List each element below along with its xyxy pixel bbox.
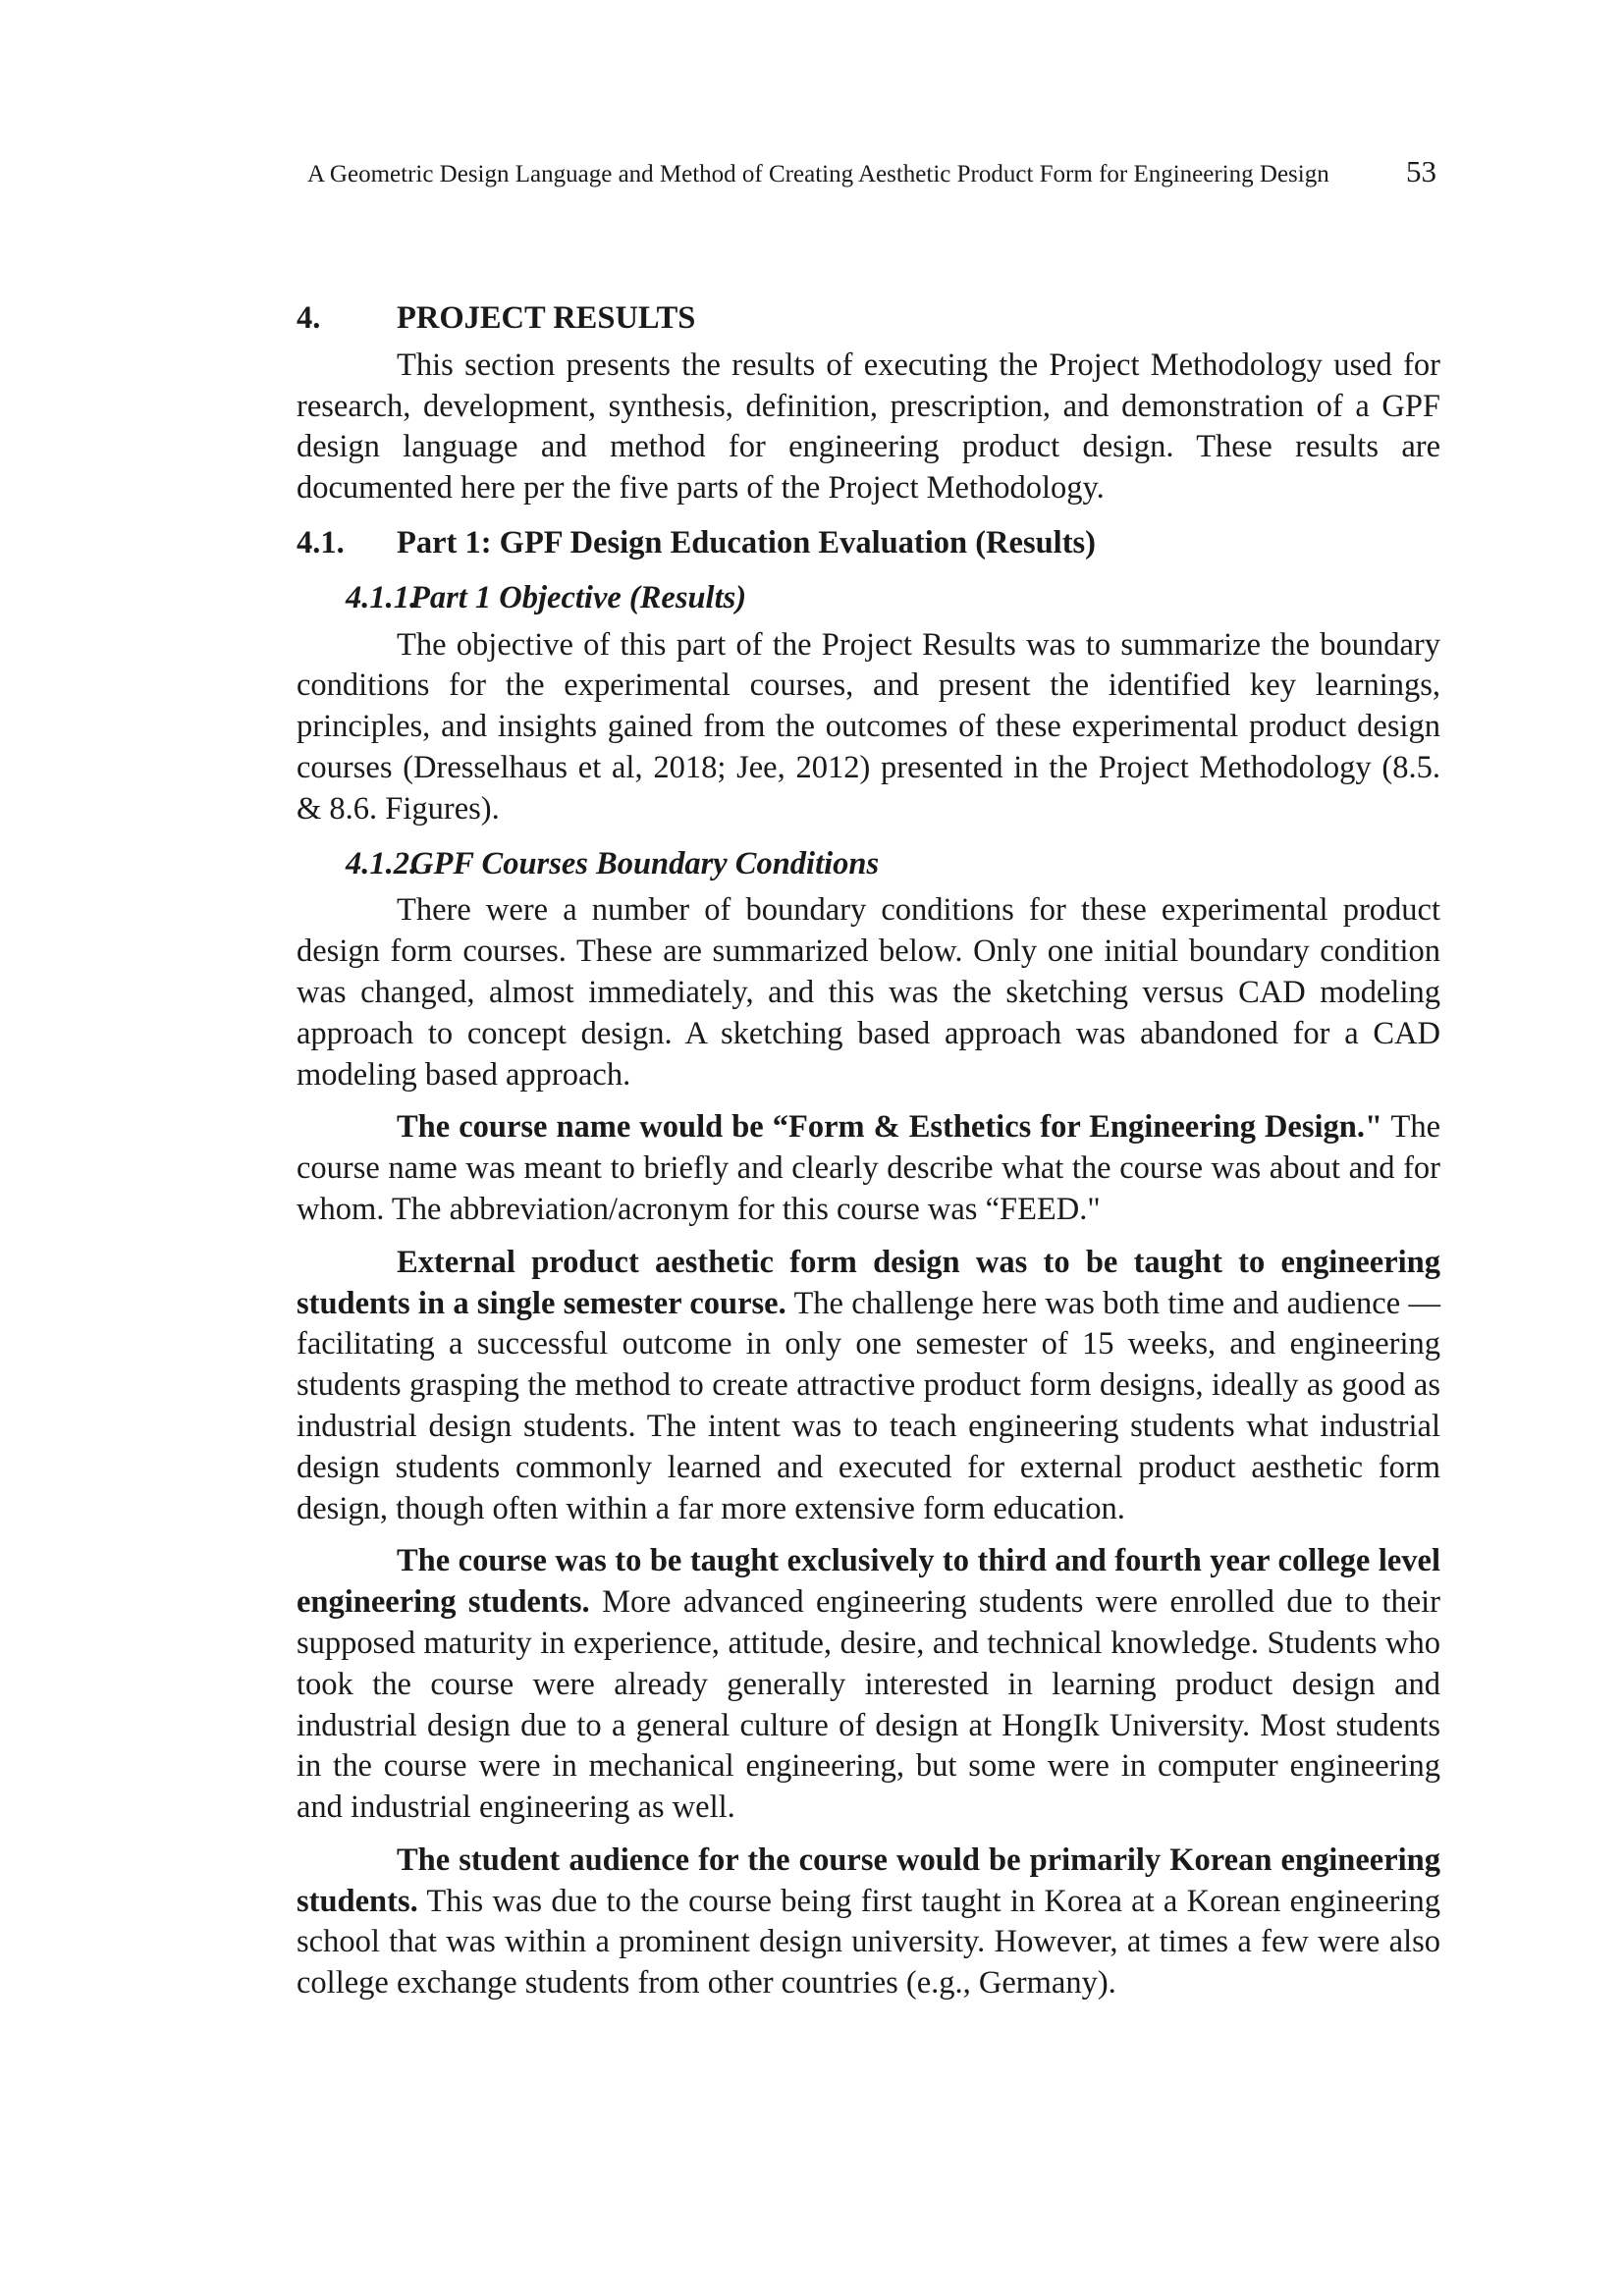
boundary-condition-lead: External product aesthetic form design was to be taught to engineering students in a single semester course. <box>297 1244 1440 1321</box>
objective-paragraph: The objective of this part of the Project Results was to summarize the boundary conditions for the experimental courses, and present the identified key learnings, principles, and insights gained from the outcomes of these experimental product design courses (Dresselhaus et al, 2018; Jee, 2012) presented in the Project Methodology (8.5. & 8.6. Figures). <box>297 626 1440 827</box>
boundary-condition-text: More advanced engineering students were enrolled due to their supposed maturity in experience, attitude, desire, and technical knowledge. Students who took the course were already generally interested in learning product design and industrial design due to a general culture of design at HongIk University. Most students in the course were in mechanical engineering, but some were in computer engineering and industrial engineering as well. <box>297 1584 1440 1826</box>
subsubsection-title: GPF Courses Boundary Conditions <box>410 845 880 881</box>
subsection-heading <box>297 523 1440 564</box>
boundary-condition-paragraph <box>297 1841 1440 2004</box>
boundary-intro-paragraph: There were a number of boundary conditions for these experimental product design form courses. These are summarized below. Only one initial boundary condition was changed, almost immediately, and this was the sketching versus CAD modeling approach to concept design. A sketching based approach was abandoned for a CAD modeling based approach. <box>297 892 1440 1093</box>
boundary-condition-lead: The course was to be taught exclusively to third and fourth year college level engineering students. <box>297 1543 1440 1621</box>
boundary-condition-text: The challenge here was both time and audience —facilitating a successful outcome in only one semester of 15 weeks, and engineering students grasping the method to create attractive product form designs, ideally as good as industrial design students. The intent was to teach engineering students what industrial design students commonly learned and executed for external product aesthetic form design, though often within a far more extensive form education. <box>297 1285 1440 1526</box>
boundary-condition-lead: The student audience for the course would be primarily Korean engineering students. <box>297 1842 1440 1919</box>
section-intro-paragraph: This section presents the results of executing the Project Methodology used for research, development, synthesis, definition, prescription, and demonstration of a GPF design language and method for engineering product design. These results are documented here per the five parts of the Project Methodology. <box>297 347 1440 507</box>
section-heading <box>297 298 1440 340</box>
boundary-condition-paragraph <box>297 1243 1440 1530</box>
subsection-title: Part 1: GPF Design Education Evaluation (Results) <box>397 524 1097 561</box>
boundary-condition-text: This was due to the course being first taught in Korea at a Korean engineering school that was within a prominent design university. However, at times a few were also college exchange students from other countries (e.g., Germany). <box>297 1883 1440 2002</box>
subsubsection-number: 4.1.2. <box>346 845 418 881</box>
main-content <box>297 298 1440 2004</box>
boundary-condition-paragraph <box>297 1107 1440 1230</box>
subsubsection-number: 4.1.1. <box>346 579 418 615</box>
boundary-condition-paragraph <box>297 1541 1440 1829</box>
section-number: 4. <box>297 300 321 336</box>
subsubsection-heading-boundary <box>346 844 1440 885</box>
subsubsection-title: Part 1 Objective (Results) <box>410 579 747 615</box>
running-title: A Geometric Design Language and Method of Creating Aesthetic Product Form for Engineering Design <box>307 161 1329 187</box>
boundary-condition-text: The course name was meant to briefly and clearly describe what the course was about and for whom. The abbreviation/acronym for this course was “FEED." <box>297 1109 1440 1227</box>
subsubsection-heading-objective <box>346 578 1440 619</box>
boundary-condition-lead: The course name would be “Form & Esthetics for Engineering Design." <box>397 1109 1383 1146</box>
subsection-number: 4.1. <box>297 524 345 561</box>
section-title: PROJECT RESULTS <box>397 300 696 336</box>
page-number: 53 <box>1406 154 1436 188</box>
